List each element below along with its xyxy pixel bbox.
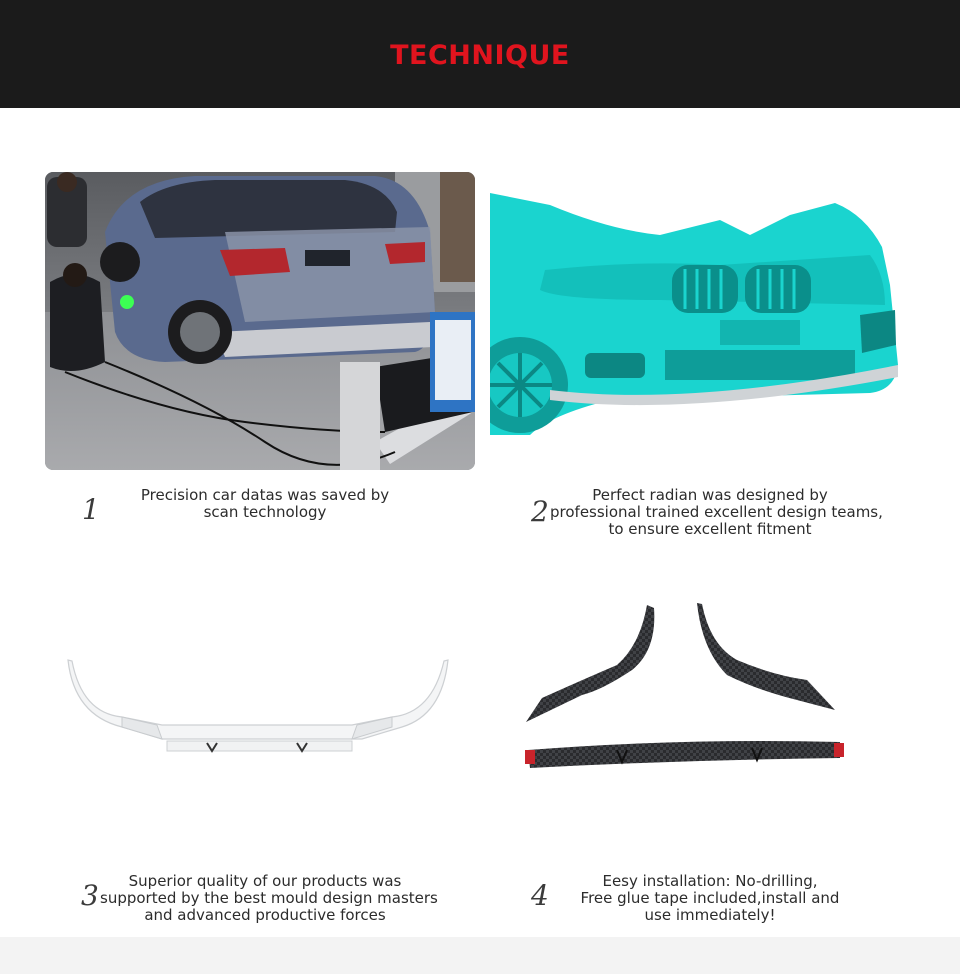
caption-line: scan technology <box>203 503 327 521</box>
caption-line: use immediately! <box>644 906 776 924</box>
3d-scan-bumper-model <box>490 185 900 435</box>
header-banner <box>0 0 960 108</box>
step-caption-3 <box>100 872 438 924</box>
step-number-1: 1 <box>82 493 100 526</box>
caption-line: professional trained excellent design teams, <box>550 503 883 521</box>
caption-line: Perfect radian was designed by <box>592 486 828 504</box>
step-number-2: 2 <box>531 495 549 528</box>
caption-line: Free glue tape included,install and <box>580 889 840 907</box>
step-caption-4 <box>580 873 840 924</box>
caption-line: to ensure excellent fitment <box>608 520 812 538</box>
scanning-car-photo <box>45 172 475 470</box>
step-number-4: 4 <box>531 879 549 912</box>
step-caption-2 <box>550 486 883 538</box>
white-front-lip-mould <box>62 655 454 765</box>
caption-line: Precision car datas was saved by <box>140 486 390 504</box>
caption-line: Eesy installation: No-drilling, <box>602 872 818 890</box>
caption-line: supported by the best mould design masters <box>100 889 438 907</box>
caption-line: and advanced productive forces <box>144 906 386 924</box>
carbon-fiber-lip-kit <box>522 600 860 785</box>
footer-band <box>0 937 960 974</box>
caption-line: Superior quality of our products was <box>128 872 402 890</box>
step-caption-1 <box>130 487 400 521</box>
step-number-3: 3 <box>81 879 99 912</box>
section-title: TECHNIQUE <box>390 39 570 71</box>
